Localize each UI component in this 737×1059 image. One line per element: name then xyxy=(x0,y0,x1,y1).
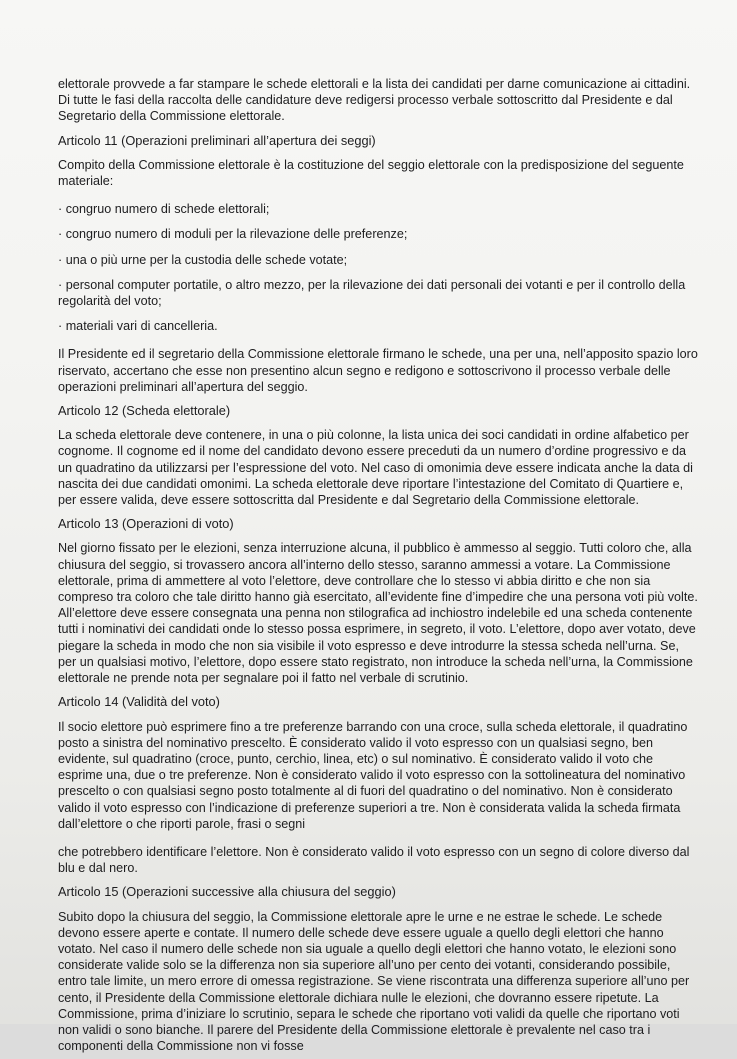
article-15-body: Subito dopo la chiusura del seggio, la Commissione elettorale apre le urne e ne estrae le schede. Le schede devono essere aperte e contate. Il numero delle schede deve essere uguale a quello degli elettori che hanno votato. Nel caso il numero delle schede non sia uguale a quello degli elettori che hanno votato, le elezioni sono considerate valide solo se la differenza non sia superiore all’uno per cento dei votanti, considerando possibile, entro tale limite, un mero errore di omessa registrazione. Se viene riscontrata una differenza superiore all’uno per cento, il Presidente della Commissione elettorale dichiara nulle le elezioni, che dovranno essere ripetute. La Commissione, prima d’iniziare lo scrutinio, separa le schede che riportano voti validi da quelle che riportano voti non validi o sono bianche. Il parere del Presidente della Commissione elettorale è prevalente nel caso tra i componenti della Commissione non vi fosse xyxy=(58,909,690,1054)
article-14-heading: Articolo 14 (Validità del voto) xyxy=(58,694,220,710)
article-14-continuation: che potrebbero identificare l’elettore. Non è considerato valido il voto espresso con un segno di colore diverso dal blu e dal nero. xyxy=(58,844,690,876)
article-12-body: La scheda elettorale deve contenere, in una o più colonne, la lista unica dei soci candidati in ordine alfabetico per cognome. Il cognome ed il nome del candidato devono essere preceduti da un numero d’ordine progressivo e da un quadratino da utilizzarsi per l’espressione del voto. Nel caso di omonimia deve essere indicata anche la data di nascita dei due candidati omonimi. La scheda elettorale deve riportare l’intestazione del Comitato di Quartiere e, per essere valida, deve essere sottoscritta dal Presidente e dal Segretario della Commissione elettorale. xyxy=(58,428,693,508)
article-11-bullet: · congruo numero di schede elettorali; xyxy=(58,202,270,217)
intro-paragraph: elettorale provvede a far stampare le schede elettorali e la lista dei candidati per darne comunicazione ai cittadini. Di tutte le fasi della raccolta delle candidature deve redigersi processo verbale sottoscritto dal Presidente e dal Segretario della Commissione elettorale. xyxy=(58,77,691,124)
article-11-bullet: · materiali vari di cancelleria. xyxy=(58,319,218,334)
article-14-body: Il socio elettore può esprimere fino a tre preferenze barrando con una croce, sulla scheda elettorale, il quadratino posto a sinistra del nominativo prescelto. È considerato valido il voto espresso con un qualsiasi segno, ben evidente, sul quadratino (croce, punto, cerchio, linea, etc) o sul nominativo. È considerato valido il voto che esprime una, due o tre preferenze. Non è considerato valido il voto espresso con la sottolineatura del nominativo prescelto o con qualsiasi segno posto totalmente al di fuori del quadratino o del nominativo. Non è considerato valido il voto espresso con l’indicazione di preferenze superiori a tre. Non è considerata valida la scheda firmata dall’elettore o che riporti parole, frasi o segni xyxy=(58,719,688,831)
article-13-body: Nel giorno fissato per le elezioni, senza interruzione alcuna, il pubblico è ammesso al seggio. Tutti coloro che, alla chiusura del seggio, si trovassero ancora all’interno dello stesso, saranno ammessi a votare. La Commissione elettorale, prima di ammettere al voto l’elettore, deve controllare che lo stesso vi abbia diritto e che non sia compreso tra coloro che tale diritto hanno già esercitato, all’evidente fine d’impedire che una persona voti più volte. All’elettore deve essere consegnata una penna non stilografica ad inchiostro indelebile ed una scheda contenente tutti i nominativi dei candidati onde lo stesso possa esprimere, in segreto, il voto. L’elettore, dopo aver votato, deve piegare la scheda in modo che non sia visibile il voto espresso e deve introdurre la stessa scheda nell’urna. Se, per un qualsiasi motivo, l’elettore, dopo essere stato registrato, non introduce la scheda nell’urna, la Commissione elettorale ne prende nota per segnalare poi il fatto nel verbale di scrutinio. xyxy=(58,541,698,686)
article-12-heading: Articolo 12 (Scheda elettorale) xyxy=(58,403,231,419)
article-11-closing: Il Presidente ed il segretario della Commissione elettorale firmano le schede, una per una, nell’apposito spazio loro riservato, accertano che esse non presentino alcun segno e redigono e sottoscrivono il processo verbale delle operazioni preliminari all’apertura del seggio. xyxy=(58,347,698,394)
article-15-heading: Articolo 15 (Operazioni successive alla chiusura del seggio) xyxy=(58,884,396,900)
article-11-bullet: · congruo numero di moduli per la rilevazione delle preferenze; xyxy=(58,227,408,242)
article-11-intro: Compito della Commissione elettorale è la costituzione del seggio elettorale con la predisposizione del seguente materiale: xyxy=(58,157,684,189)
article-13-heading: Articolo 13 (Operazioni di voto) xyxy=(58,516,234,532)
document-body xyxy=(58,76,700,1059)
article-11-heading: Articolo 11 (Operazioni preliminari all’apertura dei seggi) xyxy=(58,132,376,148)
article-11-bullet: · una o più urne per la custodia delle schede votate; xyxy=(58,252,348,267)
article-11-bullet: · personal computer portatile, o altro mezzo, per la rilevazione dei dati personali dei votanti e per il controllo della regolarità del voto; xyxy=(58,277,686,309)
